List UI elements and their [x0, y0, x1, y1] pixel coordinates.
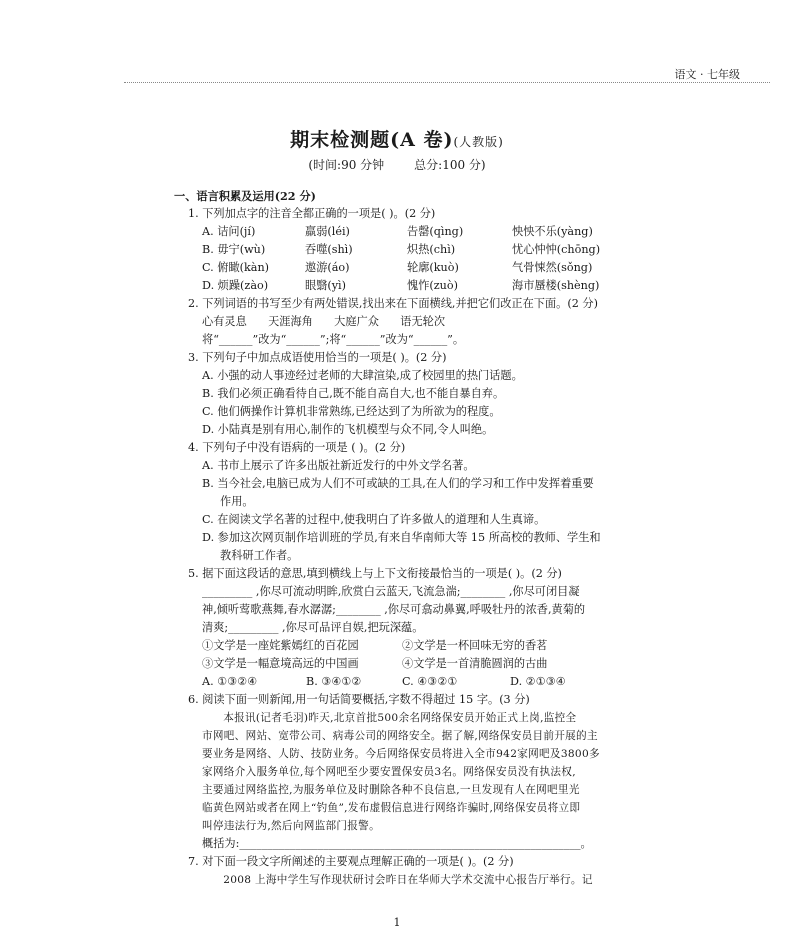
option-a: A. 书市上展示了许多出版社新近发行的中外文学名著。 — [202, 459, 475, 472]
passage-line: 清爽;_________ ,你尽可品评自娱,把玩深蕴。 — [202, 621, 424, 634]
option-item: C. 俯瞰(kàn) — [202, 261, 270, 274]
question-stem: 3. 下列句子中加点成语使用恰当的一项是( )。(2 分) — [188, 351, 447, 364]
header-rule — [124, 82, 770, 83]
option-row-c — [202, 259, 634, 277]
news-line: 本报讯(记者毛羽)昨天,北京首批500余名网络保安员开始正式上岗,监控全 — [223, 712, 577, 724]
option-item: 炽热(chì) — [407, 243, 456, 256]
choice-item: ①文学是一座姹紫嫣红的百花园 — [202, 639, 359, 652]
option-c: C. 他们俩操作计算机非常熟练,已经达到了为所欲为的程度。 — [202, 405, 501, 418]
option-item: 怏怏不乐(yàng) — [512, 225, 593, 238]
answer-row — [202, 673, 634, 691]
question-stem: 5. 据下面这段话的意思,填到横线上与上下文衔接最恰当的一项是( )。(2 分) — [188, 567, 562, 580]
option-item: A. 诘问(jí) — [202, 225, 256, 238]
news-line: 临黄色网站或者在网上“钓鱼”,发布虚假信息进行网络诈骗时,网络保安员将立即 — [202, 802, 581, 814]
question-7 — [174, 853, 634, 889]
option-row-b — [202, 241, 634, 259]
title-main: 期末检测题(A 卷) — [290, 129, 454, 151]
question-4 — [174, 439, 634, 565]
option-d: D. 小陆真是别有用心,制作的飞机模型与众不同,令人叫绝。 — [202, 423, 494, 436]
option-item: 愧怍(zuò) — [407, 279, 458, 292]
page-title — [0, 125, 794, 152]
option-d-continued: 教科研工作者。 — [220, 549, 299, 562]
question-stem: 7. 对下面一段文字所阐述的主要观点理解正确的一项是( )。(2 分) — [188, 855, 514, 868]
option-item: B. 毋宁(wù) — [202, 243, 266, 256]
exam-score: 总分:100 分) — [414, 158, 486, 172]
news-line: 家网络介入服务单位,每个网吧至少要安置保安员3名。网络保安员没有执法权, — [202, 766, 576, 778]
option-item: 吞噬(shì) — [305, 243, 353, 256]
word-list: 心有灵息 天涯海角 大庭广众 语无轮次 — [202, 315, 446, 328]
option-item: 海市蜃楼(shèng) — [512, 279, 600, 292]
passage-line: 神,倾听莺歌燕舞,春水潺潺;________ ,你尽可翕动鼻翼,呼吸牡丹的浓香,黄菊的 — [202, 603, 586, 616]
option-item: 羸弱(léi) — [305, 225, 350, 238]
option-b: B. 我们必须正确看待自己,既不能自高自大,也不能自暴自弃。 — [202, 387, 505, 400]
option-row-a — [202, 223, 634, 241]
correction-blanks: 将“______”改为“______”;将“______”改为“______”。 — [202, 333, 465, 346]
option-a: A. 小强的动人事迹经过老师的大肆渲染,成了校园里的热门话题。 — [202, 369, 523, 382]
option-b-continued: 作用。 — [220, 495, 254, 508]
option-item: D. 烦躁(zào) — [202, 279, 269, 292]
news-line: 要业务是网络、人防、技防业务。今后网络保安员将进入全市942家网吧及3800多 — [202, 748, 600, 760]
news-line: 叫停违法行为,然后向网监部门报警。 — [202, 820, 380, 832]
choice-item: ④文学是一首清脆圆润的古曲 — [402, 657, 548, 670]
question-6 — [174, 691, 634, 853]
option-item: 眼翳(yì) — [305, 279, 347, 292]
choice-item: ②文学是一杯回味无穷的香茗 — [402, 639, 548, 652]
exam-time: (时间:90 分钟 — [308, 158, 385, 172]
passage-line: _________ ,你尽可流动明眸,欣赏白云蓝天,飞流急湍;________ ,你尽可闭目凝 — [202, 585, 580, 598]
exam-info — [0, 156, 794, 173]
option-d: D. 参加这次网页制作培训班的学员,有来自华南师大等 15 所高校的教师、学生和 — [202, 531, 601, 544]
option-item: 遨游(áo) — [305, 261, 350, 274]
option-item: 忧心忡忡(chōng) — [512, 243, 601, 256]
option-item: 告罄(qìng) — [407, 225, 464, 238]
question-stem: 6. 阅读下面一则新闻,用一句话简要概括,字数不得超过 15 字。(3 分) — [188, 693, 530, 706]
option-item: 轮廓(kuò) — [407, 261, 459, 274]
choice-item: ③文学是一幅意境高远的中国画 — [202, 657, 359, 670]
option-c: C. 在阅读文学名著的过程中,使我明白了许多做人的道理和人生真谛。 — [202, 513, 546, 526]
question-3 — [174, 349, 634, 439]
answer-option: D. ②①③④ — [510, 675, 566, 688]
news-line: 市网吧、网站、宽带公司、病毒公司的网络安全。据了解,网络保安员目前开展的主 — [202, 730, 598, 742]
choice-row — [202, 637, 634, 655]
answer-option: A. ①③②④ — [202, 675, 258, 688]
title-edition: (人教版) — [453, 135, 504, 149]
header-tag: 语文 · 七年级 — [674, 68, 740, 81]
option-b: B. 当今社会,电脑已成为人们不可或缺的工具,在人们的学习和工作中发挥着重要 — [202, 477, 594, 490]
answer-option: C. ④③②① — [402, 675, 458, 688]
option-row-d — [202, 277, 634, 295]
question-stem: 1. 下列加点字的注音全都正确的一项是( )。(2 分) — [188, 207, 436, 220]
question-stem: 4. 下列句子中没有语病的一项是 ( )。(2 分) — [188, 441, 406, 454]
question-5 — [174, 565, 634, 691]
section-heading: 一、语言积累及运用(22 分) — [174, 189, 316, 203]
question-stem: 2. 下列词语的书写至少有两处错误,找出来在下面横线,并把它们改正在下面。(2 分) — [188, 297, 598, 310]
news-line: 主要通过网络监控,为服务单位及时删除各种不良信息,一旦发现有人在网吧里光 — [202, 784, 580, 796]
answer-option: B. ③④①② — [306, 675, 362, 688]
exam-content — [174, 187, 634, 889]
choice-row — [202, 655, 634, 673]
option-item: 气骨悚然(sǒng) — [512, 261, 593, 274]
question-1 — [174, 205, 634, 295]
summary-blank: 概括为:_____________________________________________________________。 — [202, 837, 592, 850]
passage-line: 2008 上海中学生写作现状研讨会昨日在华师大学术交流中心报告厅举行。记 — [223, 874, 593, 886]
page-number: 1 — [393, 916, 401, 929]
question-2 — [174, 295, 634, 349]
